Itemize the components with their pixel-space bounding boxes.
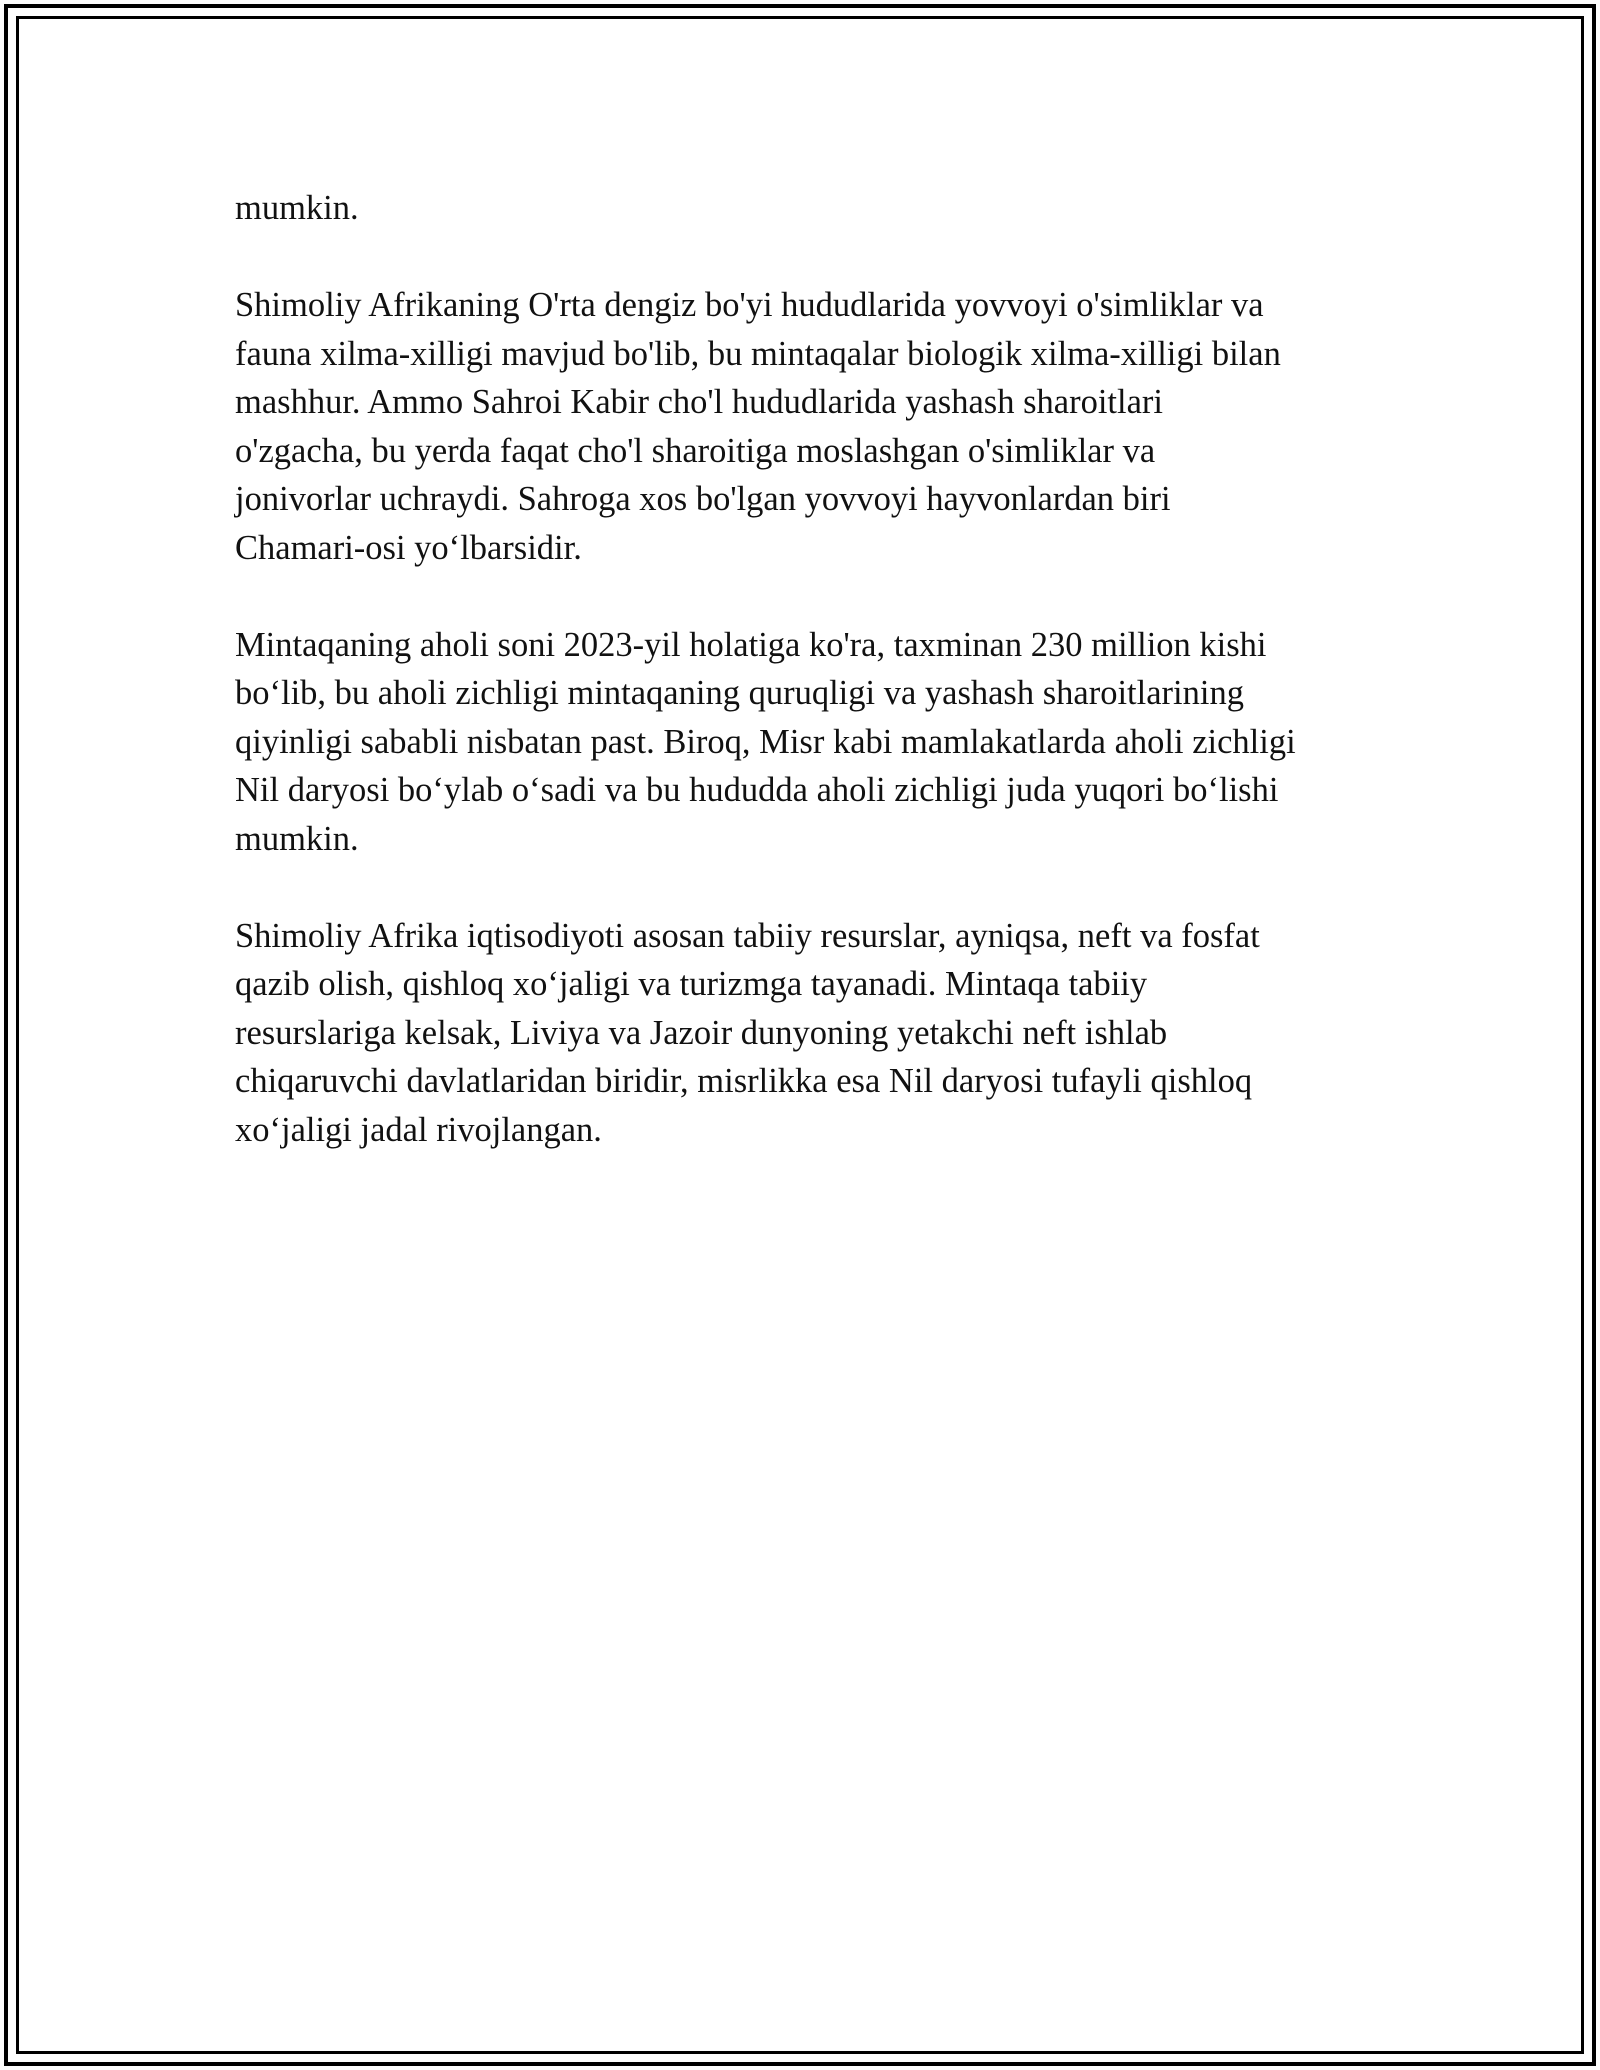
text-line: Nil daryosi bo‘ylab o‘sadi va bu hududda aholi zichligi juda yuqori bo‘lishi	[235, 771, 1279, 809]
text-line: fauna xilma-xilligi mavjud bo'lib, bu mintaqalar biologik xilma-xilligi bilan	[235, 334, 1281, 373]
text-line: chiqaruvchi davlatlaridan biridir, misrlikka esa Nil daryosi tufayli qishloq	[235, 1062, 1253, 1100]
text-line: mumkin.	[235, 819, 359, 858]
text-line: bo‘lib, bu aholi zichligi mintaqaning quruqligi va yashash sharoitlarining	[235, 674, 1244, 712]
text-line: Mintaqaning aholi soni 2023-yil holatiga ko'ra, taxminan 230 million kishi	[235, 625, 1267, 664]
text-line: mumkin.	[235, 189, 359, 227]
text-line: mashhur. Ammo Sahroi Kabir cho'l hududlarida yashash sharoitlari	[235, 383, 1163, 421]
text-line: Shimoliy Afrikaning O'rta dengiz bo'yi hududlarida yovvoyi o'simliklar va	[235, 286, 1264, 324]
paragraph-4	[235, 912, 1375, 1155]
text-line: Shimoliy Afrika iqtisodiyoti asosan tabiiy resurslar, ayniqsa, neft va fosfat	[235, 916, 1260, 955]
text-line: qiyinligi sababli nisbatan past. Biroq, Misr kabi mamlakatlarda aholi zichligi	[235, 722, 1296, 761]
text-line: o'zgacha, bu yerda faqat cho'l sharoitiga moslashgan o'simliklar va	[235, 431, 1156, 470]
document-body	[235, 184, 1375, 1203]
paragraph-1	[235, 184, 1375, 233]
text-line: resurslariga kelsak, Liviya va Jazoir dunyoning yetakchi neft ishlab	[235, 1013, 1168, 1052]
paragraph-2	[235, 281, 1375, 572]
text-line: jonivorlar uchraydi. Sahroga xos bo'lgan yovvoyi hayvonlardan biri	[235, 480, 1171, 518]
text-line: qazib olish, qishloq xo‘jaligi va turizmga tayanadi. Mintaqa tabiiy	[235, 965, 1148, 1003]
text-line: Chamari-osi yo‘lbarsidir.	[235, 528, 582, 567]
paragraph-3	[235, 621, 1375, 864]
text-line: xo‘jaligi jadal rivojlangan.	[235, 1110, 602, 1149]
